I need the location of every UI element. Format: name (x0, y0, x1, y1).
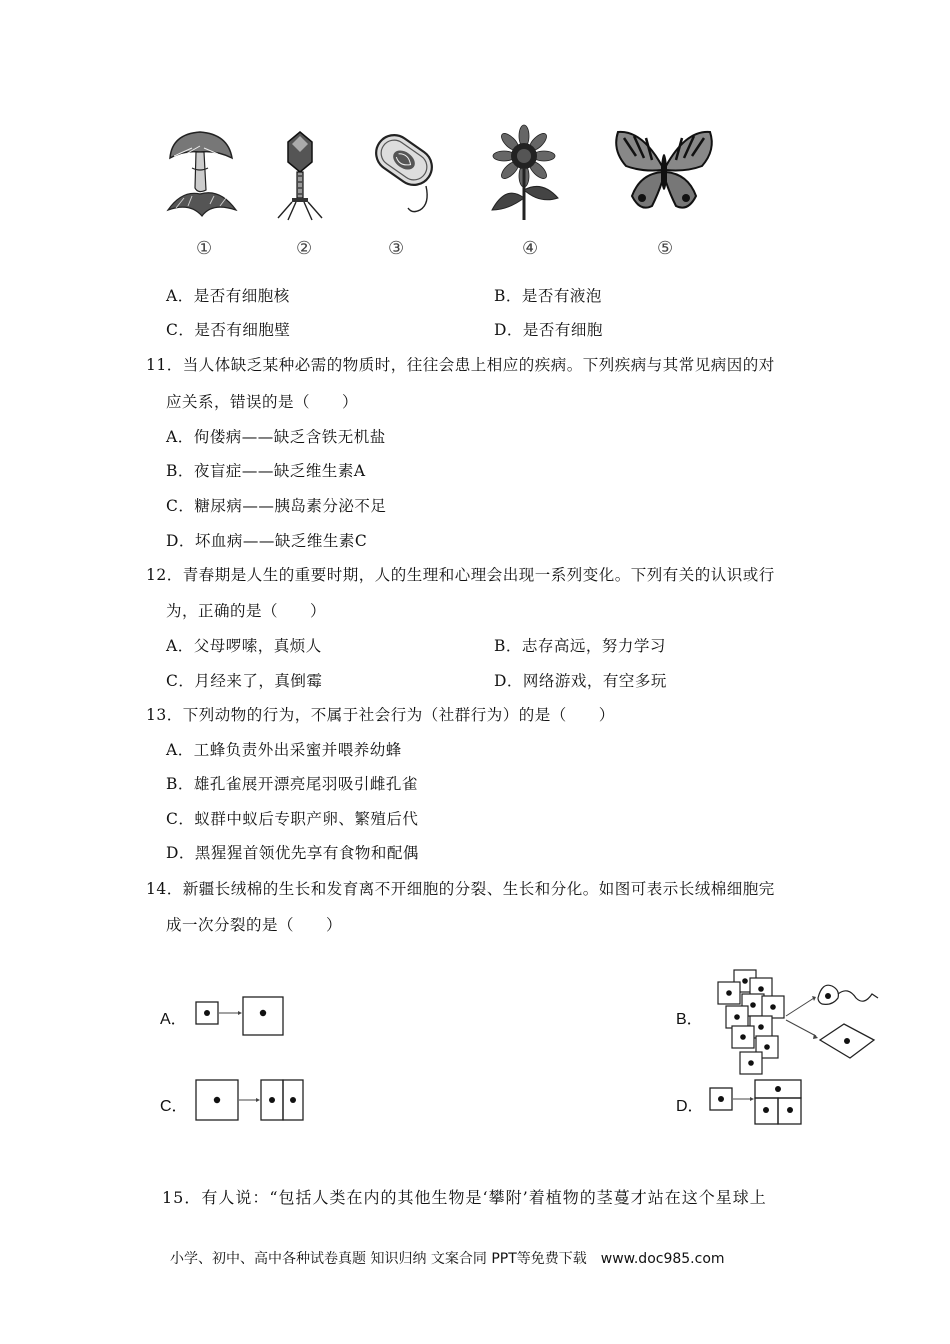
q13-option-c[interactable]: C．蚁群中蚁后专职产卵、繁殖后代 (166, 810, 419, 828)
footer-text[interactable]: 小学、初中、高中各种试卷真题 知识归纳 文案合同 PPT等免费下载 www.doc985.com (170, 1251, 725, 1267)
q12-option-a[interactable]: A．父母啰嗦，真烦人 (166, 637, 322, 655)
organism-label-4: ④ (522, 238, 539, 258)
q12-option-c[interactable]: C．月经来了，真倒霉 (166, 672, 323, 690)
organism-label-3: ③ (388, 238, 405, 258)
bacterium-icon (368, 128, 448, 224)
q11-option-c[interactable]: C．糖尿病——胰岛素分泌不足 (166, 497, 387, 515)
q12-stem-cont: 为，正确的是（ ） (166, 602, 327, 620)
organism-label-1: ① (196, 238, 213, 258)
q10-option-b[interactable]: B．是否有液泡 (494, 287, 602, 305)
q11-stem-cont: 应关系，错误的是（ ） (166, 393, 359, 411)
cell-growth-diagram (194, 994, 288, 1040)
q13-option-a[interactable]: A．工蜂负责外出采蜜并喂养幼蜂 (166, 741, 402, 759)
q10-option-c[interactable]: C．是否有细胞壁 (166, 321, 291, 339)
organism-label-2: ② (296, 238, 313, 258)
q15-stem: 15．有人说：“包括人类在内的其他生物是‘攀附’着植物的茎蔓才站在这个星球上 (162, 1188, 767, 1207)
q14-label-c[interactable]: C． (160, 1098, 188, 1115)
q10-option-d[interactable]: D．是否有细胞 (494, 321, 603, 339)
q14-label-b[interactable]: B． (676, 1011, 703, 1028)
q11-option-b[interactable]: B．夜盲症——缺乏维生素A (166, 462, 366, 480)
q11-option-a[interactable]: A．佝偻病——缺乏含铁无机盐 (166, 428, 386, 446)
q14-label-a[interactable]: A． (160, 1011, 187, 1028)
q14-label-d[interactable]: D． (676, 1098, 704, 1115)
q13-option-d[interactable]: D．黑猩猩首领优先享有食物和配偶 (166, 844, 419, 862)
virus-icon (272, 128, 328, 224)
q11-option-d[interactable]: D．坏血病——缺乏维生素C (166, 532, 368, 550)
organism-label-5: ⑤ (657, 238, 674, 258)
sunflower-icon (486, 124, 562, 224)
mushroom-icon (162, 128, 242, 224)
q12-option-b[interactable]: B．志存高远，努力学习 (494, 637, 666, 655)
butterfly-icon (612, 126, 716, 218)
q12-stem: 12．青春期是人生的重要时期，人的生理和心理会出现一系列变化。下列有关的认识或行 (146, 566, 775, 584)
q14-stem-cont: 成一次分裂的是（ ） (166, 916, 343, 934)
cell-division-diagram-c (194, 1078, 308, 1124)
q13-stem: 13．下列动物的行为，不属于社会行为（社群行为）的是（ ） (146, 706, 615, 724)
cell-differentiation-diagram (704, 964, 880, 1096)
q14-stem: 14．新疆长绒棉的生长和发育离不开细胞的分裂、生长和分化。如图可表示长绒棉细胞完 (146, 880, 775, 898)
q12-option-d[interactable]: D．网络游戏，有空多玩 (494, 672, 667, 690)
cell-division-diagram-d (708, 1078, 806, 1128)
q13-option-b[interactable]: B．雄孔雀展开漂亮尾羽吸引雌孔雀 (166, 775, 418, 793)
q10-option-a[interactable]: A．是否有细胞核 (166, 287, 290, 305)
q11-stem: 11．当人体缺乏某种必需的物质时，往往会患上相应的疾病。下列疾病与其常见病因的对 (146, 356, 775, 374)
